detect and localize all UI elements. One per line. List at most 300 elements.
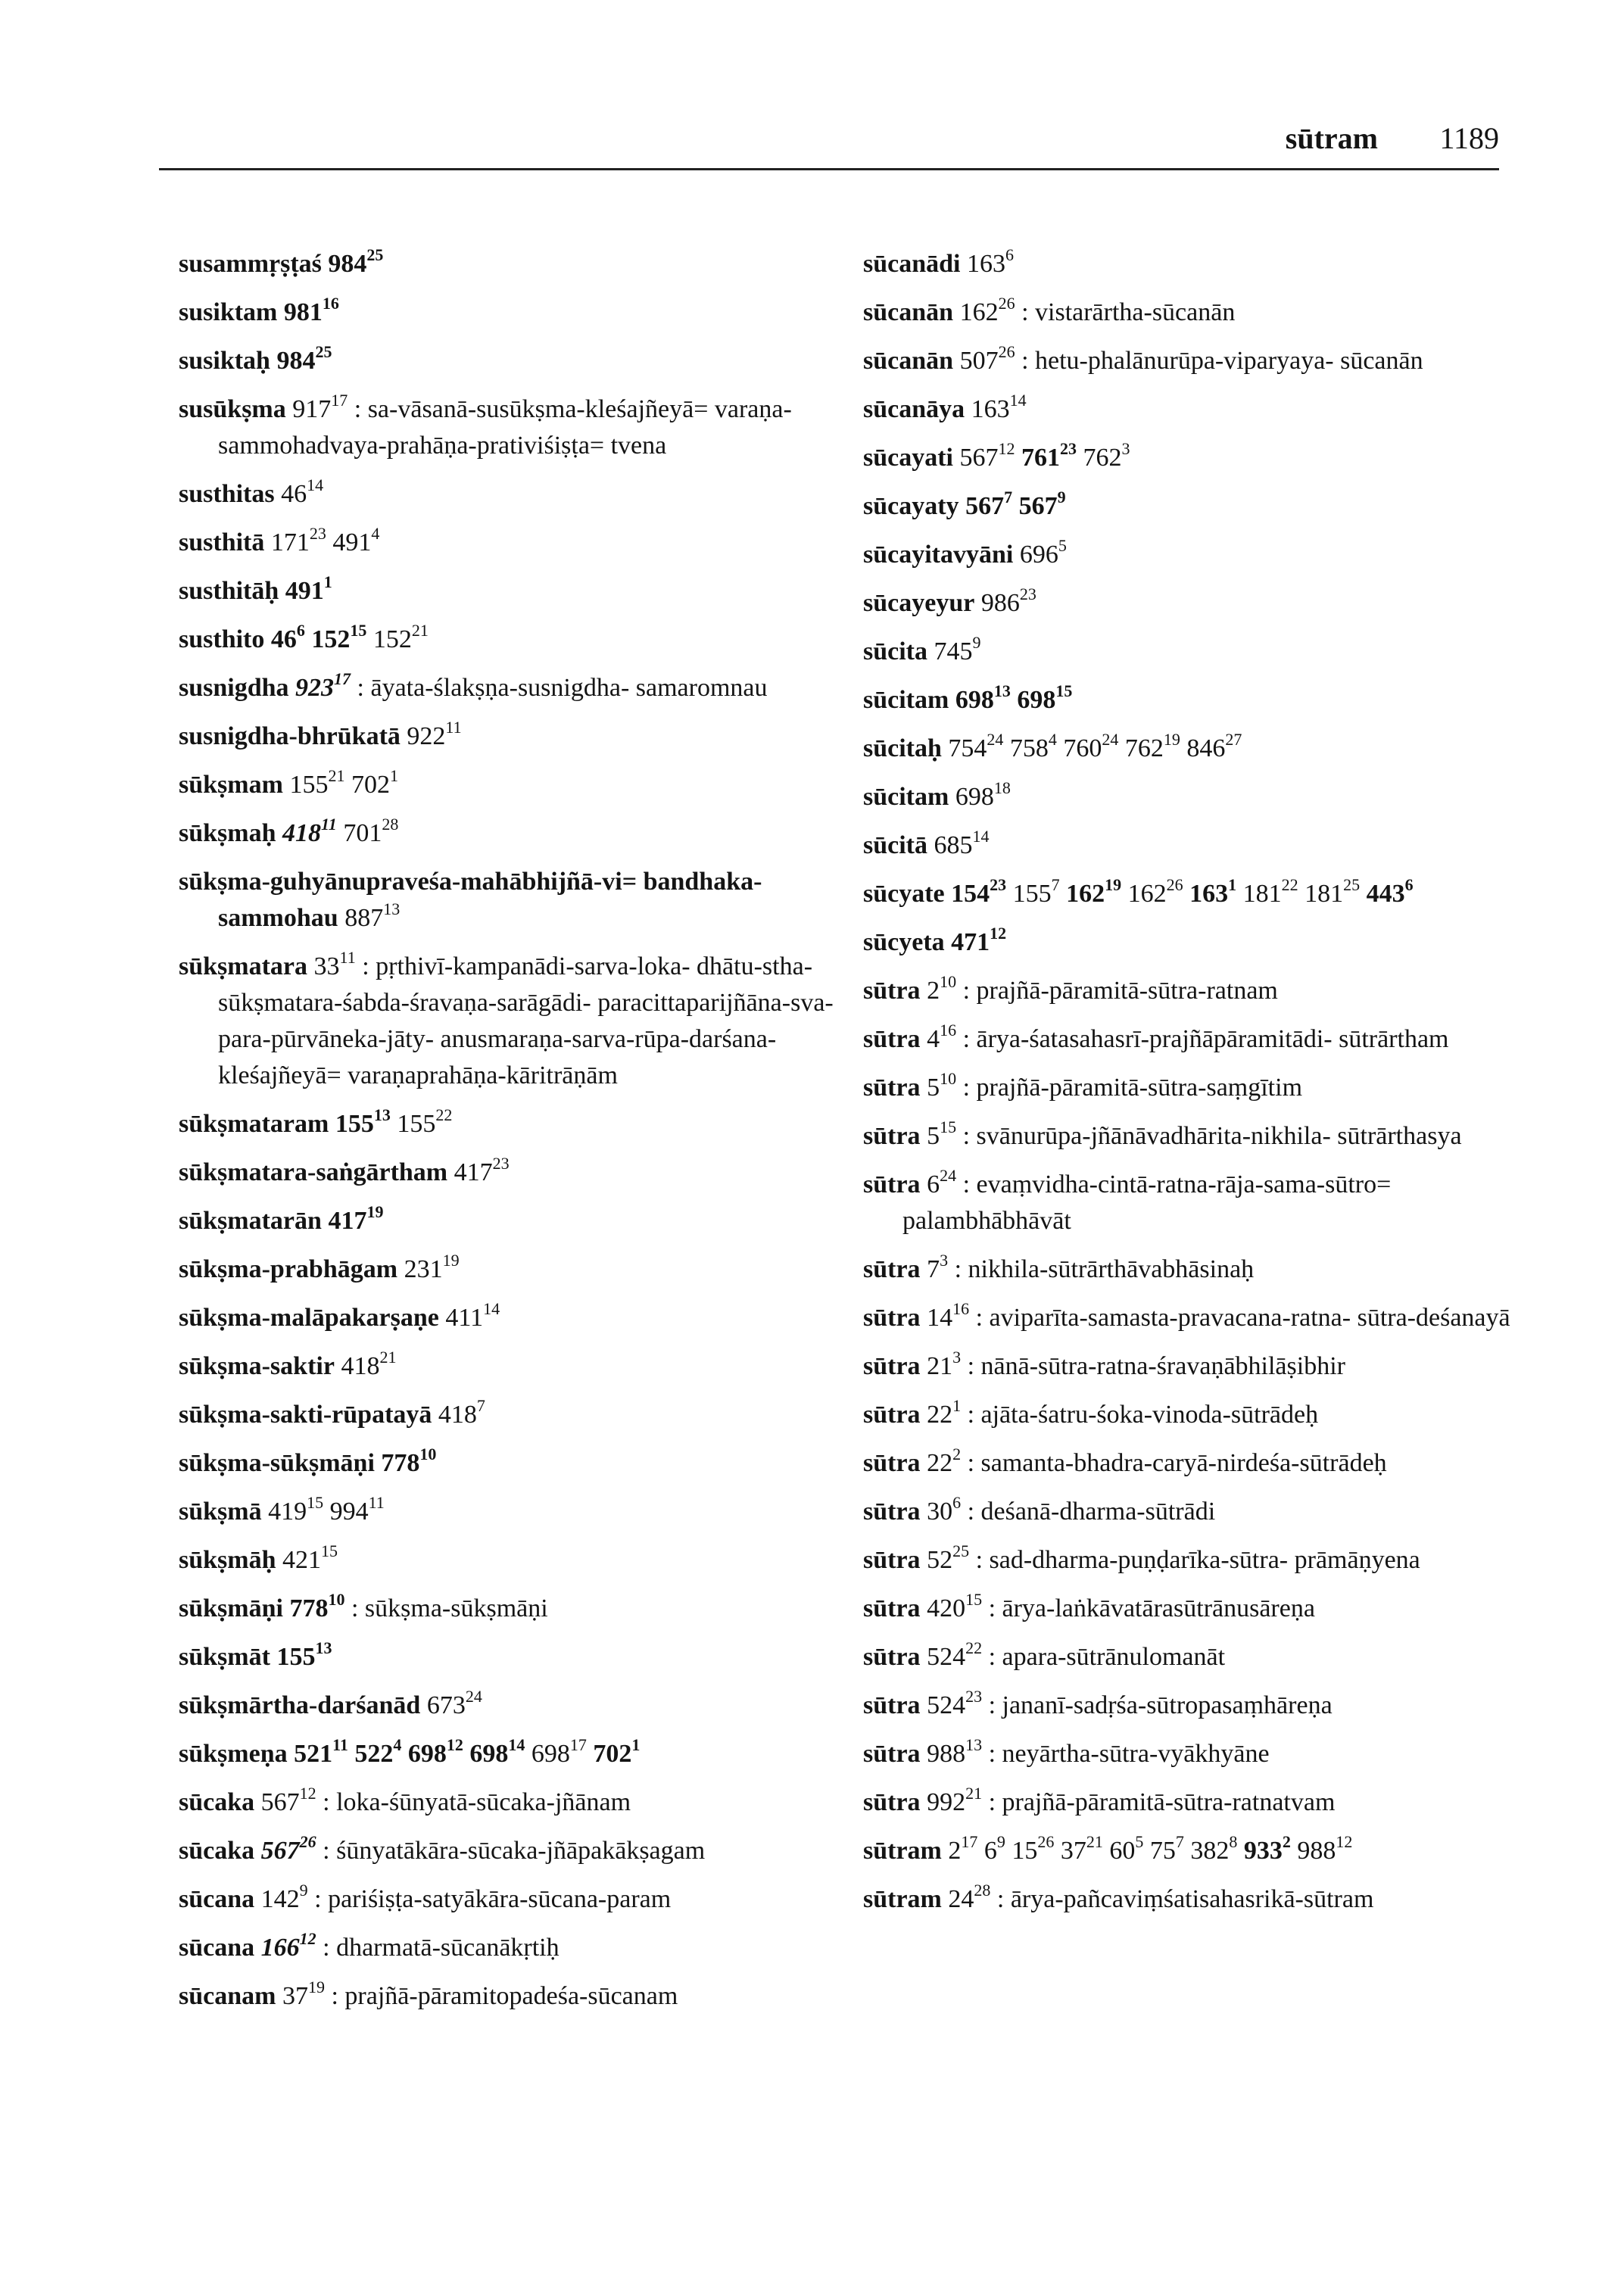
- index-entry: sūtra $5^{10}$ : prajñā-pāramitā-sūtra-saṃgītim: [863, 1069, 1303, 1102]
- page-reference: [404, 1251, 460, 1283]
- line-number-ref: 14: [972, 827, 990, 846]
- line-number-ref: 3: [1121, 439, 1130, 458]
- entry-headword: sūkṣmatara: [179, 952, 308, 980]
- index-entry: sūtra $22^1$ : ajāta-śatru-śoka-vinoda-sūtrādeḥ: [863, 1396, 1319, 1429]
- page-number-ref: 701: [343, 819, 382, 847]
- page-number-ref: 984: [276, 347, 316, 375]
- page-reference: [927, 1069, 957, 1102]
- page-number-ref: 567: [1018, 492, 1058, 520]
- page-number-ref: 22: [927, 1401, 953, 1429]
- index-entry: [863, 876, 1514, 912]
- entry-headword: sūtra: [863, 1643, 921, 1671]
- entry-headword: sūkṣmatara-saṅgārtham: [179, 1158, 448, 1186]
- page-number-ref: 46: [281, 480, 307, 508]
- line-number-ref: 1: [1228, 875, 1237, 894]
- page-reference: [927, 1590, 983, 1622]
- page-number-ref: 673: [426, 1691, 466, 1719]
- page-number-ref: 142: [260, 1885, 300, 1913]
- index-entry: [179, 1155, 845, 1191]
- line-number-ref: 15: [965, 1590, 983, 1609]
- page-reference: [285, 572, 332, 605]
- entry-gloss: samanta-bhadra-caryā-nirdeśa-sūtrādeḥ: [980, 1449, 1387, 1477]
- index-entry: [179, 1300, 845, 1336]
- page-number-ref: 6: [927, 1170, 940, 1198]
- index-entry: [179, 1203, 845, 1239]
- page-reference: [343, 815, 399, 847]
- page-number-ref: 163: [967, 250, 1005, 278]
- index-entry: [863, 634, 1514, 670]
- line-number-ref: 6: [952, 1493, 962, 1512]
- page-reference: [927, 1445, 962, 1477]
- page-number-ref: 14: [927, 1304, 953, 1332]
- page-reference: [927, 1299, 970, 1332]
- index-entry: [179, 246, 845, 282]
- line-number-ref: 26: [1166, 875, 1183, 894]
- line-number-ref: 11: [368, 1493, 385, 1512]
- page-reference: [381, 1445, 437, 1477]
- entry-headword: susthitāḥ: [179, 577, 279, 605]
- page-reference: [1017, 681, 1073, 714]
- running-header: [159, 114, 1499, 167]
- page-number-ref: 75: [1149, 1837, 1176, 1865]
- entry-headword: sūcanādi: [863, 250, 961, 278]
- page-number-ref: 418: [438, 1401, 477, 1429]
- page-number-ref: 2: [927, 977, 940, 1005]
- page-reference: [959, 439, 1015, 472]
- page-number-ref: 567: [260, 1788, 300, 1816]
- entry-gloss: āyata-ślakṣṇa-susnigdha- samaromnau: [370, 674, 768, 702]
- entry-headword: sūcana: [179, 1934, 255, 1962]
- line-number-ref: 9: [972, 633, 981, 652]
- page-reference: [372, 621, 429, 653]
- entry-gloss: sūkṣma-sūkṣmāṇi: [364, 1594, 548, 1622]
- page-number-ref: 521: [294, 1740, 333, 1768]
- entry-headword: sūtra: [863, 1255, 921, 1283]
- page-number-ref: 522: [354, 1740, 394, 1768]
- page-reference: [313, 948, 356, 980]
- page-reference: [934, 633, 981, 665]
- entry-headword: sūcayaty: [863, 492, 959, 520]
- page-number-ref: 698: [1017, 686, 1056, 714]
- page-reference: [927, 1493, 962, 1526]
- page-reference: [354, 1735, 402, 1768]
- line-number-ref: 22: [965, 1638, 983, 1657]
- page-number-ref: 762: [1083, 444, 1122, 472]
- line-number-ref: 14: [307, 475, 324, 494]
- line-number-ref: 4: [371, 524, 380, 543]
- line-number-ref: 1: [631, 1735, 641, 1754]
- page-reference: [1063, 730, 1119, 762]
- line-number-ref: 13: [315, 1638, 332, 1657]
- entry-headword: sūkṣma-guhyānupraveśa-mahābhijñā-vi= bandhaka-sammohau: [179, 868, 762, 932]
- page-reference: [1066, 875, 1122, 908]
- line-number-ref: 18: [993, 778, 1011, 797]
- line-number-ref: 19: [442, 1251, 460, 1270]
- index-entry: sūtra $14^{16}$ : aviparīta-samasta-pravacana-ratna- sūtra-deśanayā: [863, 1299, 1510, 1332]
- page-number-ref: 417: [454, 1158, 493, 1186]
- page-number-ref: 698: [407, 1740, 447, 1768]
- index-entry: sūcana $142^9$ : pariśiṣṭa-satyākāra-sūcana-param: [179, 1881, 672, 1913]
- line-number-ref: 24: [465, 1687, 482, 1706]
- page-reference: [311, 621, 367, 653]
- page-reference: [927, 1166, 957, 1198]
- page-reference: [344, 899, 401, 932]
- line-number-ref: 13: [383, 899, 401, 918]
- line-number-ref: 17: [569, 1735, 587, 1754]
- line-number-ref: 25: [1343, 875, 1361, 894]
- page-reference: [1109, 1832, 1144, 1865]
- index-entry: [863, 537, 1514, 573]
- index-entry: [863, 731, 1514, 767]
- page-number-ref: 181: [1304, 880, 1344, 908]
- page-number-ref: 418: [341, 1352, 380, 1380]
- entry-headword: sūkṣmaḥ: [179, 819, 276, 847]
- index-entry: sūcanān $162^{26}$ : vistarārtha-sūcanān: [863, 294, 1236, 326]
- page-reference: [260, 1929, 316, 1962]
- line-number-ref: 14: [483, 1299, 500, 1318]
- index-entry: sūtra $988^{13}$ : neyārtha-sūtra-vyākhyāne: [863, 1735, 1270, 1768]
- page-number-ref: 181: [1242, 880, 1282, 908]
- page-number-ref: 152: [372, 625, 412, 653]
- page-number-ref: 567: [959, 444, 999, 472]
- index-entry: [179, 1445, 845, 1482]
- entry-gloss: prajñā-pāramitopadeśa-sūcanam: [344, 1982, 678, 2010]
- page-reference: [1124, 730, 1180, 762]
- page-number-ref: 5: [927, 1074, 940, 1102]
- index-entry: [179, 718, 845, 755]
- page-number-ref: 745: [934, 637, 973, 665]
- page-reference: [927, 1735, 983, 1768]
- page-number-ref: 698: [955, 686, 994, 714]
- index-entry: sūcanān $507^{26}$ : hetu-phalānurūpa-viparyaya- sūcanān: [863, 342, 1423, 375]
- index-entry: sūtram $24^{28}$ : ārya-pañcaviṃśatisahasrikā-sūtram: [863, 1881, 1374, 1913]
- page-number-ref: 933: [1243, 1837, 1283, 1865]
- entry-headword: sūcaka: [179, 1837, 255, 1865]
- entry-headword: sūtra: [863, 1122, 921, 1150]
- index-entry: [863, 246, 1514, 282]
- page-reference: [959, 294, 1015, 326]
- entry-gloss: jananī-sadṛśa-sūtropasaṃhāreṇa: [1002, 1691, 1333, 1719]
- line-number-ref: 4: [1048, 730, 1057, 749]
- page-reference: [927, 1687, 983, 1719]
- page-reference: [445, 1299, 500, 1332]
- page-number-ref: 4: [927, 1025, 940, 1053]
- index-entry: [863, 779, 1514, 815]
- entry-headword: sūcitaḥ: [863, 734, 942, 762]
- entry-gloss: pṛthivī-kampanādi-sarva-loka- dhātu-stha-sūkṣmatara-śabda-śravaṇa-sarāgādi- paracittaparijñāna-sva-para-pūrvāneka-jāty- anusmaraṇa-sarva-rūpa-darśana-kleśajñeyā= varaṇaprahāṇa-kāritrāṇām: [218, 952, 834, 1089]
- index-entry: [179, 295, 845, 331]
- page-reference: [927, 1348, 962, 1380]
- page-reference: [276, 342, 332, 375]
- page-number-ref: 5: [927, 1122, 940, 1150]
- page-reference: [282, 815, 337, 847]
- page-number-ref: 162: [959, 298, 999, 326]
- line-number-ref: 12: [1336, 1832, 1353, 1851]
- entry-headword: susthito: [179, 625, 265, 653]
- entry-headword: sūcana: [179, 1885, 255, 1913]
- page-number-ref: 60: [1109, 1837, 1136, 1865]
- page-reference: [407, 1735, 463, 1768]
- index-entry: [863, 585, 1514, 622]
- page-reference: [593, 1735, 641, 1768]
- line-number-ref: 11: [332, 1735, 348, 1754]
- entry-gloss: loka-śūnyatā-sūcaka-jñānam: [336, 1788, 631, 1816]
- entry-gloss: dharmatā-sūcanākṛtiḥ: [336, 1934, 560, 1962]
- page-number-ref: 7: [927, 1255, 940, 1283]
- index-entry: susnigdha $923^{17}$ : āyata-ślakṣṇa-susnigdha- samaromnau: [179, 669, 768, 702]
- page-number-ref: 992: [927, 1788, 966, 1816]
- page-reference: [328, 245, 384, 278]
- page-reference: [1011, 1832, 1055, 1865]
- page-reference: [270, 524, 326, 556]
- page-reference: [1149, 1832, 1184, 1865]
- page-number-ref: 994: [329, 1498, 369, 1526]
- line-number-ref: 12: [990, 924, 1007, 943]
- entry-headword: sūcanān: [863, 298, 954, 326]
- line-number-ref: 11: [445, 718, 462, 737]
- page-number-ref: 761: [1021, 444, 1060, 472]
- entry-gloss: prajñā-pāramitā-sūtra-ratnatvam: [1002, 1788, 1336, 1816]
- entry-headword: sūtram: [863, 1837, 942, 1865]
- page-number-ref: 152: [311, 625, 351, 653]
- line-number-ref: 28: [974, 1881, 991, 1900]
- page-reference: [454, 1154, 510, 1186]
- page-reference: [328, 1202, 384, 1235]
- index-entry: [179, 1542, 845, 1579]
- line-number-ref: 16: [940, 1021, 957, 1039]
- page-number-ref: 2: [948, 1837, 962, 1865]
- entry-headword: sūtra: [863, 1025, 921, 1053]
- page-reference: [971, 391, 1027, 423]
- line-number-ref: 13: [993, 681, 1011, 700]
- page-reference: [294, 1735, 348, 1768]
- page-reference: [292, 391, 348, 423]
- entry-headword: sūtram: [863, 1885, 942, 1913]
- line-number-ref: 5: [1135, 1832, 1144, 1851]
- entry-headword: sūkṣmeṇa: [179, 1740, 288, 1768]
- page-reference: [955, 681, 1011, 714]
- line-number-ref: 21: [328, 766, 345, 785]
- index-entry: sūtra $6^{24}$ : evaṃvidha-cintā-ratna-rāja-sama-sūtro= palambhābhāvāt: [863, 1166, 1392, 1235]
- page-reference: [927, 1251, 949, 1283]
- entry-headword: susiktam: [179, 298, 278, 326]
- page-reference: [927, 1784, 983, 1816]
- entry-gloss: sad-dharma-puṇḍarīka-sūtra- prāmāṇyena: [989, 1546, 1420, 1574]
- index-entry: [863, 1833, 1514, 1869]
- index-entry: [863, 924, 1514, 961]
- line-number-ref: 12: [998, 439, 1015, 458]
- page-reference: [531, 1735, 587, 1768]
- page-number-ref: 988: [1297, 1837, 1336, 1865]
- line-number-ref: 19: [366, 1202, 384, 1221]
- index-entry: sūcana $166^{12}$ : dharmatā-sūcanākṛtiḥ: [179, 1929, 560, 1962]
- page-number-ref: 162: [1066, 880, 1105, 908]
- entry-headword: sūkṣmam: [179, 771, 283, 799]
- page-reference: [1021, 439, 1077, 472]
- line-number-ref: 25: [952, 1541, 970, 1560]
- entry-gloss: pariśiṣṭa-satyākāra-sūcana-param: [328, 1885, 672, 1913]
- index-entry: [863, 440, 1514, 476]
- page-number-ref: 411: [445, 1304, 484, 1332]
- entry-headword: sūcanāya: [863, 395, 965, 423]
- page-reference: [426, 1687, 482, 1719]
- line-number-ref: 1: [323, 572, 332, 591]
- page-reference: [341, 1348, 397, 1380]
- page-number-ref: 30: [927, 1498, 953, 1526]
- index-entry: [179, 1639, 845, 1675]
- line-number-ref: 19: [307, 1978, 325, 1996]
- page-number-ref: 491: [332, 528, 372, 556]
- page-number-ref: 887: [344, 904, 384, 932]
- line-number-ref: 15: [350, 621, 367, 640]
- entry-headword: sūkṣmatarān: [179, 1207, 322, 1235]
- entry-headword: sūtra: [863, 1546, 921, 1574]
- index-entry: [179, 815, 845, 852]
- entry-gloss: vistarārtha-sūcanān: [1035, 298, 1236, 326]
- page-number-ref: 418: [282, 819, 322, 847]
- page-number-ref: 754: [948, 734, 987, 762]
- page-reference: [438, 1396, 485, 1429]
- line-number-ref: 27: [1225, 730, 1242, 749]
- page-number-ref: 417: [328, 1207, 367, 1235]
- index-entry: [179, 476, 845, 513]
- page-number-ref: 231: [404, 1255, 443, 1283]
- page-number-ref: 33: [313, 952, 340, 980]
- page-reference: [407, 718, 462, 750]
- page-number-ref: 917: [292, 395, 332, 423]
- line-number-ref: 21: [411, 621, 429, 640]
- line-number-ref: 23: [1060, 439, 1077, 458]
- entry-headword: sūtra: [863, 1449, 921, 1477]
- page-number-ref: 52: [927, 1546, 953, 1574]
- page-number-ref: 162: [1127, 880, 1167, 908]
- entry-gloss: aviparīta-samasta-pravacana-ratna- sūtra-deśanayā: [989, 1304, 1510, 1332]
- index-entry: [179, 525, 845, 561]
- index-entry: susūkṣma $917^{17}$ : sa-vāsanā-susūkṣma-kleśajñeyā= varaṇa-sammohadvaya-prahāṇa-prativiśiṣṭa= tvena: [179, 391, 792, 460]
- index-entry: sūtra $420^{15}$ : ārya-laṅkāvatārasūtrānusāreṇa: [863, 1590, 1315, 1622]
- line-number-ref: 7: [1175, 1832, 1184, 1851]
- line-number-ref: 21: [1086, 1832, 1103, 1851]
- page-reference: [948, 730, 1004, 762]
- page-number-ref: 22: [927, 1449, 953, 1477]
- line-number-ref: 26: [998, 342, 1015, 361]
- index-entry: sūtra $524^{22}$ : apara-sūtrānulomanāt: [863, 1638, 1226, 1671]
- page-number-ref: 698: [531, 1740, 570, 1768]
- entry-headword: sūkṣma-sūkṣmāṇi: [179, 1449, 375, 1477]
- page-reference: [270, 621, 305, 653]
- entry-headword: sūcaka: [179, 1788, 255, 1816]
- page-number-ref: 163: [971, 395, 1010, 423]
- page-reference: [283, 294, 339, 326]
- page-number-ref: 6: [983, 1837, 997, 1865]
- entry-headword: sūkṣmā: [179, 1498, 262, 1526]
- page-number-ref: 163: [1189, 880, 1229, 908]
- page-reference: [1018, 488, 1066, 520]
- line-number-ref: 1: [389, 766, 398, 785]
- line-number-ref: 24: [1102, 730, 1119, 749]
- entry-headword: susūkṣma: [179, 395, 286, 423]
- page-number-ref: 778: [289, 1594, 329, 1622]
- page-number-ref: 696: [1019, 541, 1058, 569]
- line-number-ref: 19: [1105, 875, 1122, 894]
- entry-headword: susammṛṣṭaś: [179, 250, 322, 278]
- index-entry: sūcanam $37^{19}$ : prajñā-pāramitopadeśa-sūcanam: [179, 1978, 678, 2010]
- entry-headword: sūkṣmataram: [179, 1110, 329, 1138]
- entry-gloss: evaṃvidha-cintā-ratna-rāja-sama-sūtro= palambhābhāvāt: [902, 1170, 1392, 1235]
- page-number-ref: 567: [260, 1837, 300, 1865]
- index-entry: [179, 1106, 845, 1142]
- entry-gloss: ārya-laṅkāvatārasūtrānusāreṇa: [1002, 1594, 1315, 1622]
- line-number-ref: 11: [321, 815, 337, 834]
- line-number-ref: 15: [940, 1117, 957, 1136]
- page-reference: [927, 1396, 962, 1429]
- entry-headword: sūtra: [863, 1304, 921, 1332]
- page-reference: [332, 524, 380, 556]
- page-number-ref: 507: [959, 347, 999, 375]
- line-number-ref: 21: [965, 1784, 983, 1803]
- entry-headword: sūkṣma-malāpakarṣaṇe: [179, 1304, 439, 1332]
- index-entry: [863, 391, 1514, 428]
- page-reference: [934, 827, 990, 859]
- entry-headword: susthitā: [179, 528, 265, 556]
- line-number-ref: 26: [998, 294, 1015, 313]
- entry-headword: sūtra: [863, 1170, 921, 1198]
- index-entry: [179, 1736, 845, 1772]
- line-number-ref: 16: [322, 294, 339, 313]
- page-reference: [397, 1105, 453, 1138]
- index-entry: sūtra $21^3$ : nānā-sūtra-ratna-śravaṇābhilāṣibhir: [863, 1348, 1345, 1380]
- page-reference: [268, 1493, 324, 1526]
- page-number-ref: 698: [469, 1740, 509, 1768]
- line-number-ref: 3: [940, 1251, 949, 1270]
- page-number-ref: 154: [951, 880, 990, 908]
- page-reference: [1189, 875, 1237, 908]
- page-number-ref: 984: [328, 250, 367, 278]
- line-number-ref: 9: [1057, 488, 1066, 506]
- line-number-ref: 12: [299, 1929, 316, 1948]
- entry-headword: sūtra: [863, 977, 921, 1005]
- line-number-ref: 19: [1163, 730, 1180, 749]
- page-reference: [276, 1638, 332, 1671]
- page-reference: [1242, 875, 1298, 908]
- line-number-ref: 17: [961, 1832, 978, 1851]
- index-entry: sūtra $524^{23}$ : jananī-sadṛśa-sūtropasaṃhāreṇa: [863, 1687, 1333, 1719]
- page-reference: [951, 875, 1007, 908]
- index-entry: [179, 573, 845, 609]
- page-number-ref: 37: [1060, 1837, 1086, 1865]
- line-number-ref: 23: [990, 875, 1007, 894]
- entry-headword: sūcitam: [863, 783, 949, 811]
- index-entry: sūkṣmatara $33^{11}$ : pṛthivī-kampanādi-sarva-loka- dhātu-stha-sūkṣmatara-śabda-śravaṇa-sarāgādi- paracittaparijñāna-sva-para-pūrvāneka-jāty- anusmaraṇa-sarva-rūpa-darśana-kleśajñeyā= varaṇaprahāṇa-kāritrāṇām: [179, 948, 834, 1089]
- page-reference: [927, 1021, 957, 1053]
- index-entry: [863, 682, 1514, 718]
- page-number-ref: 155: [1012, 880, 1052, 908]
- entry-headword: sūtra: [863, 1594, 921, 1622]
- page-number-ref: 37: [282, 1982, 308, 2010]
- entry-gloss: deśanā-dharma-sūtrādi: [980, 1498, 1216, 1526]
- page-reference: [948, 1832, 978, 1865]
- line-number-ref: 25: [366, 245, 384, 264]
- entry-headword: sūkṣmārtha-darśanād: [179, 1691, 421, 1719]
- page-number: 1189: [1439, 121, 1499, 155]
- line-number-ref: 21: [379, 1348, 397, 1367]
- page-number-ref: 171: [270, 528, 310, 556]
- page-number-ref: 46: [270, 625, 297, 653]
- line-number-ref: 26: [1037, 1832, 1055, 1851]
- header-word: sūtram: [1285, 121, 1378, 155]
- page-reference: [351, 766, 398, 799]
- line-number-ref: 15: [321, 1541, 338, 1560]
